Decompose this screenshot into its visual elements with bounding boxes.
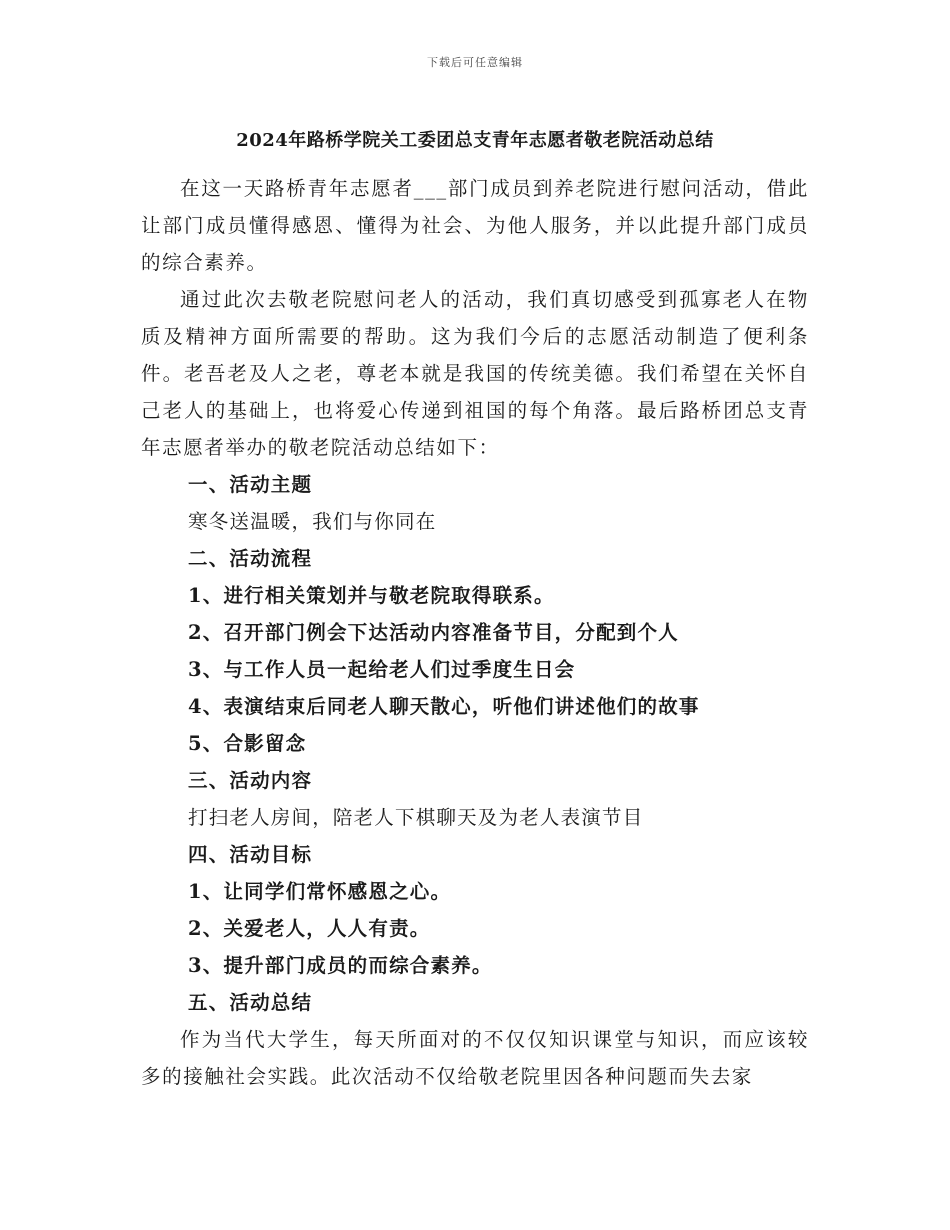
reflection-paragraph: 通过此次去敬老院慰问老人的活动，我们真切感受到孤寡老人在物质及精神方面所需要的帮助。这为我们今后的志愿活动制造了便利条件。老吾老及人之老，尊老本就是我国的传统美德。我们希望在关怀自己老人的基础上，也将爱心传递到祖国的每个角落。最后路桥团总支青年志愿者举办的敬老院活动总结如下： [141, 288, 809, 459]
section-heading-content: 三、活动内容 [188, 769, 313, 792]
section-heading-theme: 一、活动主题 [188, 473, 313, 496]
document-body [141, 170, 809, 1095]
summary-paragraph: 作为当代大学生，每天所面对的不仅仅知识课堂与知识，而应该较多的接触社会实践。此次活动不仅给敬老院里因各种问题而失去家 [141, 1028, 809, 1088]
goal-item: 1、让同学们常怀感恩之心。 [188, 880, 452, 903]
header-note: 下载后可任意编辑 [427, 56, 523, 69]
section-heading-goals: 四、活动目标 [188, 843, 313, 866]
document-title: 2024年路桥学院关工委团总支青年志愿者敬老院活动总结 [236, 130, 714, 151]
process-item: 4、表演结束后同老人聊天散心，听他们讲述他们的故事 [188, 695, 700, 718]
section-heading-summary: 五、活动总结 [188, 991, 313, 1014]
intro-paragraph: 在这一天路桥青年志愿者___部门成员到养老院进行慰问活动，借此让部门成员懂得感恩、懂得为社会、为他人服务，并以此提升部门成员的综合素养。 [141, 177, 809, 274]
process-item: 2、召开部门例会下达活动内容准备节目，分配到个人 [188, 621, 679, 644]
process-item: 1、进行相关策划并与敬老院取得联系。 [188, 584, 555, 607]
theme-text: 寒冬送温暖，我们与你同在 [188, 510, 437, 533]
goal-item: 3、提升部门成员的而综合素养。 [188, 954, 493, 977]
process-item: 3、与工作人员一起给老人们过季度生日会 [188, 658, 576, 681]
content-text: 打扫老人房间，陪老人下棋聊天及为老人表演节目 [188, 806, 644, 829]
goal-item: 2、关爱老人，人人有责。 [188, 917, 431, 940]
section-heading-process: 二、活动流程 [188, 547, 313, 570]
process-item: 5、合影留念 [188, 732, 307, 755]
